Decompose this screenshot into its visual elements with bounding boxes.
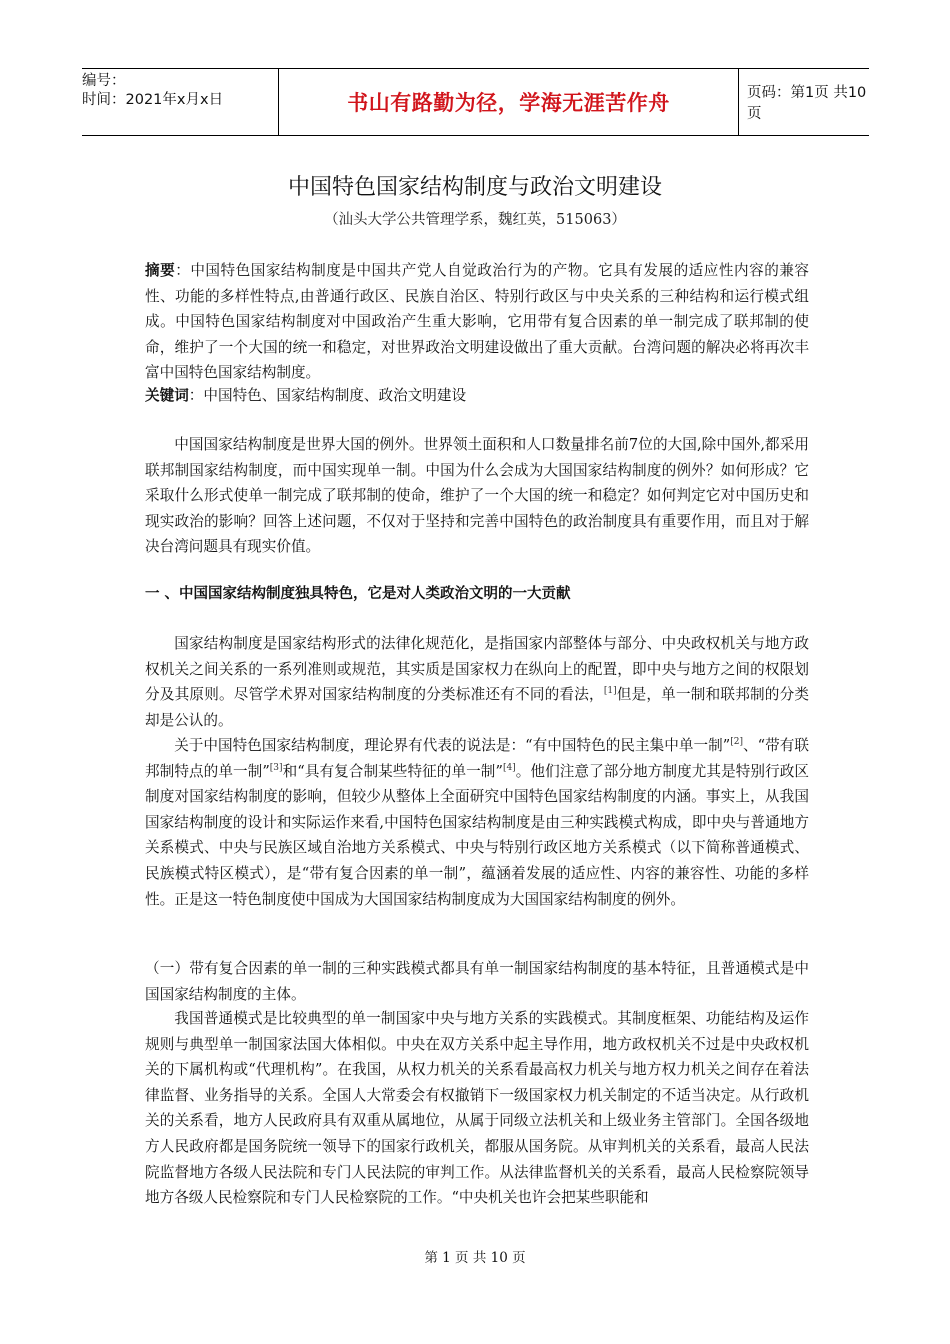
abstract-text: ：中国特色国家结构制度是中国共产党人自觉政治行为的产物。它具有发展的适应性内容的兼容性、功能的多样性特点,由普通行政区、民族自治区、特别行政区与中央关系的三种结构和运行模式组成。中国特色国家结构制度对中国政治产生重大影响，它用带有复合因素的单一制完成了联邦制的使命，维护了一个大国的统一和稳定，对世界政治文明建设做出了重大贡献。台湾问题的解决必将再次丰富中国特色国家结构制度。 xyxy=(145,262,809,382)
reference-4[interactable]: [4] xyxy=(502,762,516,773)
keywords-label: 关键词 xyxy=(145,387,189,404)
keywords-text: ：中国特色、国家结构制度、政治文明建设 xyxy=(188,387,467,404)
reference-1[interactable]: [1] xyxy=(603,686,617,697)
abstract-paragraph xyxy=(145,258,809,386)
section-heading: 一 、中国国家结构制度独具特色，它是对人类政治文明的一大贡献 xyxy=(145,586,571,602)
reference-3[interactable]: [3] xyxy=(269,762,283,773)
keywords-paragraph xyxy=(145,383,809,409)
page-footer: 第 1 页 共 10 页 xyxy=(424,1250,526,1266)
section-paragraph-1: 国家结构制度是国家结构形式的法律化规范化，是指国家内部整体与部分、中央政权机关与地方政权机关之间关系的一系列准则或规范，其实质是国家权力在纵向上的配置，即中央与地方之间的权限划分及其原则。尽管学术界对国家结构制度的分类标准还有不同的看法，[1]但是，单一制和联邦制的分类却是公认的。 xyxy=(145,635,809,729)
article-title: 中国特色国家结构制度与政治文明建设 xyxy=(287,175,662,200)
page-info: 页码：第1页 共10页 xyxy=(747,85,867,122)
motto: 书山有路勤为径，学海无涯苦作舟 xyxy=(347,91,670,115)
abstract-label: 摘要 xyxy=(145,262,176,279)
header-motto-cell xyxy=(279,69,739,135)
section-paragraph-2: 关于中国特色国家结构制度，理论界有代表的说法是：“有中国特色的民主集中单一制”[2]、“带有联邦制特点的单一制”[3]和“具有复合制某些特征的单一制”[4]。他们注意了部分地方制度尤其是特别行政区制度对国家结构制度的影响，但较少从整体上全面研究中国特色国家结构制度的内涵。事实上，从我国国家结构制度的设计和实际运作来看,中国特色国家结构制度是由三种实践模式构成，即中央与普通地方关系模式、中央与民族区域自治地方关系模式、中央与特别行政区地方关系模式（以下简称普通模式、民族模式特区模式），是“带有复合因素的单一制”，蕴涵着发展的适应性、内容的兼容性、功能的多样性。正是这一特色制度使中国成为大国国家结构制度成为大国国家结构制度的例外。 xyxy=(145,737,809,908)
header-page-cell xyxy=(739,69,869,135)
subsection-heading: （一）带有复合因素的单一制的三种实践模式都具有单一制国家结构制度的基本特征，且普通模式是中国国家结构制度的主体。 xyxy=(145,960,809,1003)
article-author: （汕头大学公共管理学系，魏红英，515063） xyxy=(324,212,626,228)
intro-paragraph: 中国国家结构制度是世界大国的例外。世界领土面积和人口数量排名前7位的大国,除中国外,都采用联邦制国家结构制度，而中国实现单一制。中国为什么会成为大国国家结构制度的例外？如何形成？它采取什么形式使单一制完成了联邦制的使命，维护了一个大国的统一和稳定？如何判定它对中国历史和现实政治的影响？回答上述问题，不仅对于坚持和完善中国特色的政治制度具有重要作用，而且对于解决台湾问题具有现实价值。 xyxy=(145,436,809,556)
reference-2[interactable]: [2] xyxy=(730,737,743,747)
time-label: 时间：2021年x月x日 xyxy=(82,92,224,108)
header-meta-cell xyxy=(82,69,279,135)
subsection-paragraph-1: 我国普通模式是比较典型的单一制国家中央与地方关系的实践模式。其制度框架、功能结构及运作规则与典型单一制国家法国大体相似。中央在双方关系中起主导作用，地方政权机关不过是中央政权机关的下属机构或“代理机构”。在我国，从权力机关的关系看最高权力机关与地方权力机关之间存在着法律监督、业务指导的关系。全国人大常委会有权撤销下一级国家权力机关制定的不适当决定。从行政机关的关系看，地方人民政府具有双重从属地位，从属于同级立法机关和上级业务主管部门。全国各级地方人民政府都是国务院统一领导下的国家行政机关，都服从国务院。从审判机关的关系看，最高人民法院监督地方各级人民法院和专门人民法院的审判工作。从法律监督机关的关系看，最高人民检察院领导地方各级人民检察院和专门人民检察院的工作。“中央机关也许会把某些职能和 xyxy=(145,1010,809,1207)
number-label: 编号： xyxy=(82,73,126,89)
document-header xyxy=(82,68,869,136)
